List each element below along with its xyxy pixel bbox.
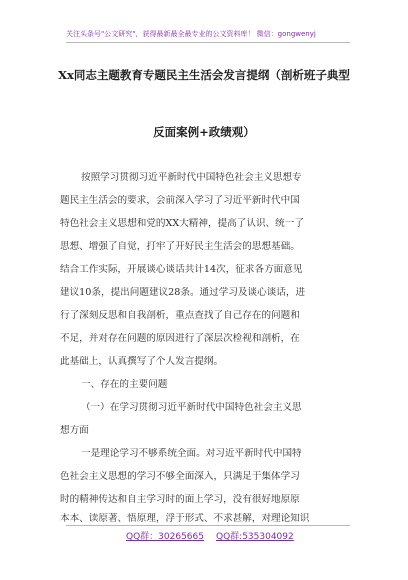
body-line: 特色社会主义思想和党的XX大精神，提高了认识、统一了 <box>60 218 304 229</box>
body-line: 行了深刻反思和自我剖析，重点查找了自己存在的问题和 <box>60 310 300 321</box>
body-line: 一是理论学习不够系统全面。对习近平新时代中国特 <box>81 448 302 459</box>
body-line: 本本、读原著、悟原理，浮于形式、不求甚解，对理论知识 <box>60 513 310 524</box>
body-line: 结合工作实际，开展谈心谈话共计14次，征求各方面意见 <box>60 264 303 275</box>
document-title-line-2: 反面案例+政绩观） <box>153 125 255 139</box>
subsection-heading: （一）在学习贯彻习近平新时代中国特色社会主义思 <box>81 402 302 413</box>
body-line: 不足，并对存在问题的原因进行了深层次检视和剖析，在 <box>60 333 300 344</box>
qq-group-link-1[interactable]: QQ群：30265665 <box>126 532 204 542</box>
header-divider <box>66 42 350 43</box>
header-banner: 关注头条号"公文研究"，获得最新最全最专业的公文资料库！ 微信：gongwenyj <box>66 30 316 38</box>
body-line: 时的精神传达和自主学习时的面上学习，没有很好地原原 <box>60 494 300 505</box>
section-heading: 一、存在的主要问题 <box>81 379 168 390</box>
qq-group-link-2[interactable]: QQ群:535304092 <box>216 532 294 542</box>
body-line: 此基础上，认真撰写了个人发言提纲。 <box>60 356 224 367</box>
document-title-line-1: Xx同志主题教育专题民主生活会发言提纲（剖析班子典型 <box>58 68 350 82</box>
body-line: 题民主生活会的要求，会前深入学习了习近平新时代中国 <box>60 195 300 206</box>
footer-divider <box>66 525 350 526</box>
body-line: 按照学习贯彻习近平新时代中国特色社会主义思想专 <box>81 172 302 183</box>
subsection-heading-cont: 想方面 <box>60 425 89 436</box>
footer-contact <box>66 531 350 543</box>
body-line: 建议10条，提出问题建议28条。通过学习及谈心谈话，进 <box>60 287 306 298</box>
body-line: 色社会主义思想的学习不够全面深入，只满足于集体学习 <box>60 471 300 482</box>
body-line: 思想、增强了自觉，打牢了开好民主生活会的思想基础。 <box>60 241 300 252</box>
